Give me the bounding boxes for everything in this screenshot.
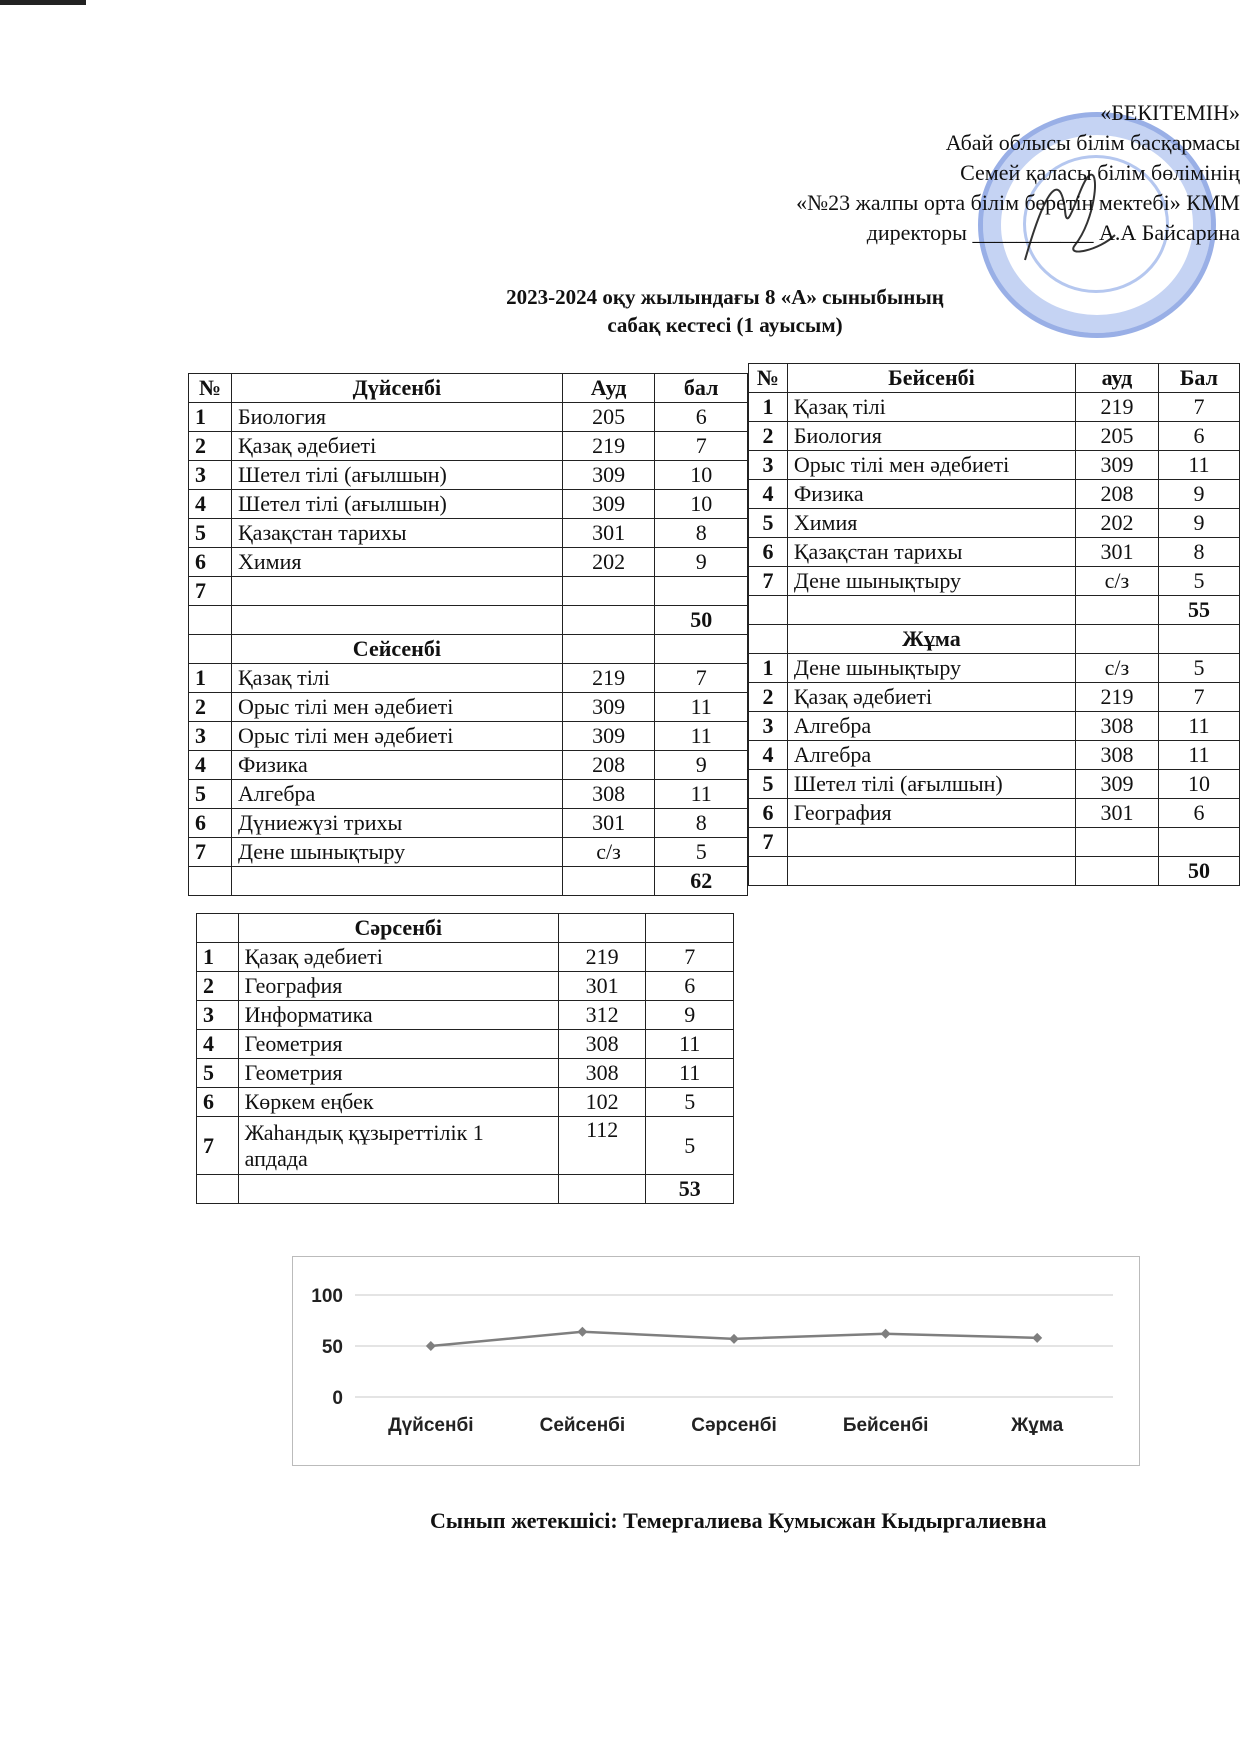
subject-cell: Дене шынықтыру <box>787 654 1075 683</box>
y-tick-label: 50 <box>321 1337 343 1358</box>
room-cell: 219 <box>1076 393 1159 422</box>
points-cell: 6 <box>1158 422 1239 451</box>
class-teacher: Сынып жетекшісі: Темергалиева Кумысжан Кыдыргалиевна <box>430 1508 1047 1533</box>
table-row <box>197 1088 734 1117</box>
points-cell: 8 <box>1158 538 1239 567</box>
points-cell: 6 <box>655 403 748 432</box>
day-header-row <box>189 635 748 664</box>
table-row <box>189 809 748 838</box>
points-cell: 8 <box>655 809 748 838</box>
points-cell: 8 <box>655 519 748 548</box>
lesson-number: 2 <box>189 693 232 722</box>
room-cell: 308 <box>558 1030 646 1059</box>
table-row <box>749 422 1240 451</box>
lesson-number: 5 <box>749 509 788 538</box>
points-cell: 11 <box>655 693 748 722</box>
room-cell <box>1076 828 1159 857</box>
points-cell: 9 <box>1158 480 1239 509</box>
subject-cell <box>787 828 1075 857</box>
subject-cell: Қазақ тілі <box>232 664 563 693</box>
lesson-number: 5 <box>749 770 788 799</box>
subject-cell: Қазақ әдебиеті <box>787 683 1075 712</box>
points-cell: 10 <box>655 490 748 519</box>
room-cell: 309 <box>562 461 655 490</box>
table-row <box>197 1030 734 1059</box>
room-cell: 208 <box>562 751 655 780</box>
subject-cell: Қазақ әдебиеті <box>232 432 563 461</box>
total-row <box>197 1175 734 1204</box>
subject-cell: Шетел тілі (ағылшын) <box>232 490 563 519</box>
subject-cell: Қазақ әдебиеті <box>238 943 558 972</box>
table-row <box>749 712 1240 741</box>
lesson-number: 6 <box>189 809 232 838</box>
points-cell: 5 <box>646 1117 734 1175</box>
subject-cell: Геометрия <box>238 1059 558 1088</box>
lesson-number: 4 <box>189 490 232 519</box>
table-row <box>197 1059 734 1088</box>
friday-total: 50 <box>1158 857 1239 886</box>
subject-cell: Алгебра <box>232 780 563 809</box>
room-cell: 205 <box>562 403 655 432</box>
lesson-number: 7 <box>749 828 788 857</box>
table-row <box>749 451 1240 480</box>
y-tick-label: 0 <box>332 1388 343 1409</box>
data-point <box>881 1329 891 1339</box>
room-cell: 208 <box>1076 480 1159 509</box>
subject-cell: Дене шынықтыру <box>787 567 1075 596</box>
table-row <box>189 751 748 780</box>
data-point <box>1032 1333 1042 1343</box>
subject-cell: Химия <box>787 509 1075 538</box>
table-row <box>189 519 748 548</box>
wednesday-total: 53 <box>646 1175 734 1204</box>
subject-cell: Физика <box>232 751 563 780</box>
x-tick-label: Сәрсенбі <box>691 1415 777 1436</box>
table-row <box>197 1001 734 1030</box>
points-cell: 5 <box>655 838 748 867</box>
points-cell: 11 <box>646 1030 734 1059</box>
y-tick-label: 100 <box>311 1286 343 1307</box>
approval-line-1: «БЕКІТЕМІН» <box>1100 100 1240 125</box>
table-header-row <box>189 374 748 403</box>
table-row <box>189 693 748 722</box>
room-cell: с/з <box>562 838 655 867</box>
total-row <box>189 867 748 896</box>
header-tuesday: Сейсенбі <box>232 635 563 664</box>
points-cell: 7 <box>1158 683 1239 712</box>
room-cell: 301 <box>558 972 646 1001</box>
subject-cell: Дүниежүзі трихы <box>232 809 563 838</box>
room-cell <box>562 577 655 606</box>
lesson-number: 5 <box>189 780 232 809</box>
points-cell: 5 <box>646 1088 734 1117</box>
points-cell: 9 <box>646 1001 734 1030</box>
approval-line-5: директоры ___________ А.А Байсарина <box>866 220 1240 245</box>
lesson-number: 4 <box>189 751 232 780</box>
header-num: № <box>189 374 232 403</box>
table-row <box>189 664 748 693</box>
subject-cell: Геометрия <box>238 1030 558 1059</box>
subject-cell <box>232 577 563 606</box>
table-row <box>197 943 734 972</box>
subject-cell: Көркем еңбек <box>238 1088 558 1117</box>
x-tick-label: Бейсенбі <box>842 1415 929 1436</box>
header-monday: Дүйсенбі <box>232 374 563 403</box>
room-cell: 202 <box>562 548 655 577</box>
subject-cell: Алгебра <box>787 741 1075 770</box>
lesson-number: 4 <box>197 1030 239 1059</box>
room-cell: 301 <box>1076 538 1159 567</box>
approval-line-4: «№23 жалпы орта білім беретін мектебі» КММ <box>796 190 1240 215</box>
points-cell: 11 <box>646 1059 734 1088</box>
lesson-number: 2 <box>749 683 788 712</box>
subject-cell: Қазақ тілі <box>787 393 1075 422</box>
subject-cell: Орыс тілі мен әдебиеті <box>787 451 1075 480</box>
lesson-number: 5 <box>197 1059 239 1088</box>
table-row <box>189 461 748 490</box>
points-cell: 11 <box>1158 741 1239 770</box>
points-cell <box>655 577 748 606</box>
points-cell: 11 <box>655 780 748 809</box>
subject-cell: Шетел тілі (ағылшын) <box>232 461 563 490</box>
x-tick-label: Сейсенбі <box>539 1415 626 1436</box>
document-title <box>430 283 1020 339</box>
table-row <box>189 548 748 577</box>
room-cell: 309 <box>562 490 655 519</box>
lesson-number: 6 <box>749 538 788 567</box>
lesson-number: 2 <box>749 422 788 451</box>
room-cell: 301 <box>562 809 655 838</box>
room-cell: 219 <box>1076 683 1159 712</box>
room-cell: 301 <box>1076 799 1159 828</box>
table-row <box>197 1117 734 1175</box>
points-cell: 11 <box>655 722 748 751</box>
header-aud: ауд <box>1076 364 1159 393</box>
title-line-1: 2023-2024 оқу жылындағы 8 «А» сыныбының <box>506 285 944 309</box>
points-cell <box>1158 828 1239 857</box>
points-cell: 7 <box>646 943 734 972</box>
subject-cell: Жаһандық құзыреттілік 1 апдада <box>238 1117 558 1175</box>
points-cell: 6 <box>1158 799 1239 828</box>
lesson-number: 6 <box>197 1088 239 1117</box>
schedule-table-wed <box>196 913 734 1204</box>
lesson-number: 7 <box>749 567 788 596</box>
lesson-number: 5 <box>189 519 232 548</box>
room-cell: 312 <box>558 1001 646 1030</box>
lesson-number: 3 <box>189 461 232 490</box>
header-num: № <box>749 364 788 393</box>
subject-cell: Биология <box>232 403 563 432</box>
lesson-number: 4 <box>749 741 788 770</box>
lesson-number: 3 <box>749 451 788 480</box>
room-cell: 308 <box>558 1059 646 1088</box>
data-point <box>729 1334 739 1344</box>
subject-cell: География <box>787 799 1075 828</box>
room-cell: с/з <box>1076 567 1159 596</box>
table-row <box>197 972 734 1001</box>
table-row <box>749 654 1240 683</box>
table-row <box>189 577 748 606</box>
room-cell: 205 <box>1076 422 1159 451</box>
points-cell: 7 <box>655 432 748 461</box>
points-cell: 6 <box>646 972 734 1001</box>
table-row <box>749 741 1240 770</box>
x-tick-label: Дүйсенбі <box>388 1415 474 1436</box>
lesson-number: 1 <box>749 393 788 422</box>
subject-cell: Қазақстан тарихы <box>787 538 1075 567</box>
chart-svg <box>293 1257 1139 1465</box>
room-cell: 102 <box>558 1088 646 1117</box>
title-line-2: сабақ кестесі (1 ауысым) <box>607 313 843 337</box>
lesson-number: 7 <box>189 838 232 867</box>
subject-cell: Орыс тілі мен әдебиеті <box>232 693 563 722</box>
lesson-number: 2 <box>197 972 239 1001</box>
header-friday: Жұма <box>787 625 1075 654</box>
table-row <box>749 393 1240 422</box>
data-point <box>426 1341 436 1351</box>
subject-cell: Информатика <box>238 1001 558 1030</box>
room-cell: 219 <box>562 432 655 461</box>
points-cell: 7 <box>655 664 748 693</box>
lesson-number: 6 <box>189 548 232 577</box>
room-cell: 309 <box>1076 451 1159 480</box>
data-point <box>577 1327 587 1337</box>
table-row <box>749 770 1240 799</box>
lesson-number: 1 <box>197 943 239 972</box>
subject-cell: Алгебра <box>787 712 1075 741</box>
room-cell: 219 <box>562 664 655 693</box>
table-row <box>749 828 1240 857</box>
subject-cell: Қазақстан тарихы <box>232 519 563 548</box>
subject-cell: Шетел тілі (ағылшын) <box>787 770 1075 799</box>
approval-block <box>540 98 1240 248</box>
total-row <box>189 606 748 635</box>
lesson-number: 3 <box>197 1001 239 1030</box>
subject-cell: Биология <box>787 422 1075 451</box>
table-row <box>749 538 1240 567</box>
scan-edge-mark <box>0 0 86 5</box>
schedule-table-mon-tue <box>188 373 748 896</box>
day-header-row <box>197 914 734 943</box>
subject-cell: Физика <box>787 480 1075 509</box>
room-cell: 309 <box>562 693 655 722</box>
points-cell: 7 <box>1158 393 1239 422</box>
room-cell: 219 <box>558 943 646 972</box>
table-row <box>189 403 748 432</box>
tuesday-total: 62 <box>655 867 748 896</box>
header-bal: бал <box>655 374 748 403</box>
points-cell: 10 <box>655 461 748 490</box>
monday-total: 50 <box>655 606 748 635</box>
table-row <box>749 567 1240 596</box>
weekly-points-chart <box>292 1256 1140 1466</box>
points-cell: 11 <box>1158 712 1239 741</box>
total-row <box>749 596 1240 625</box>
thursday-total: 55 <box>1158 596 1239 625</box>
table-row <box>189 490 748 519</box>
room-cell: 308 <box>562 780 655 809</box>
lesson-number: 2 <box>189 432 232 461</box>
approval-line-3: Семей қаласы білім бөлімінің <box>960 160 1240 185</box>
table-row <box>189 432 748 461</box>
table-row <box>749 683 1240 712</box>
room-cell: 309 <box>1076 770 1159 799</box>
room-cell: 308 <box>1076 712 1159 741</box>
header-thursday: Бейсенбі <box>787 364 1075 393</box>
lesson-number: 3 <box>189 722 232 751</box>
table-row <box>189 838 748 867</box>
lesson-number: 3 <box>749 712 788 741</box>
table-row <box>189 722 748 751</box>
subject-cell: Орыс тілі мен әдебиеті <box>232 722 563 751</box>
lesson-number: 1 <box>189 403 232 432</box>
total-row <box>749 857 1240 886</box>
room-cell: 301 <box>562 519 655 548</box>
points-cell: 10 <box>1158 770 1239 799</box>
subject-cell: Химия <box>232 548 563 577</box>
table-row <box>749 799 1240 828</box>
room-cell: 112 <box>558 1117 646 1175</box>
points-cell: 9 <box>655 548 748 577</box>
day-header-row <box>749 625 1240 654</box>
room-cell: 308 <box>1076 741 1159 770</box>
table-row <box>749 509 1240 538</box>
room-cell: 202 <box>1076 509 1159 538</box>
room-cell: с/з <box>1076 654 1159 683</box>
header-aud: Ауд <box>562 374 655 403</box>
table-row <box>189 780 748 809</box>
table-header-row <box>749 364 1240 393</box>
lesson-number: 7 <box>189 577 232 606</box>
lesson-number: 7 <box>197 1117 239 1175</box>
points-cell: 9 <box>1158 509 1239 538</box>
header-bal: Бал <box>1158 364 1239 393</box>
points-cell: 5 <box>1158 654 1239 683</box>
lesson-number: 6 <box>749 799 788 828</box>
lesson-number: 1 <box>749 654 788 683</box>
approval-line-2: Абай облысы білім басқармасы <box>945 130 1240 155</box>
x-tick-label: Жұма <box>1011 1415 1064 1436</box>
subject-cell: География <box>238 972 558 1001</box>
table-row <box>749 480 1240 509</box>
room-cell: 309 <box>562 722 655 751</box>
points-cell: 11 <box>1158 451 1239 480</box>
lesson-number: 4 <box>749 480 788 509</box>
subject-cell: Дене шынықтыру <box>232 838 563 867</box>
points-cell: 5 <box>1158 567 1239 596</box>
lesson-number: 1 <box>189 664 232 693</box>
points-cell: 9 <box>655 751 748 780</box>
header-wednesday: Сәрсенбі <box>238 914 558 943</box>
schedule-table-thu-fri <box>748 363 1240 886</box>
